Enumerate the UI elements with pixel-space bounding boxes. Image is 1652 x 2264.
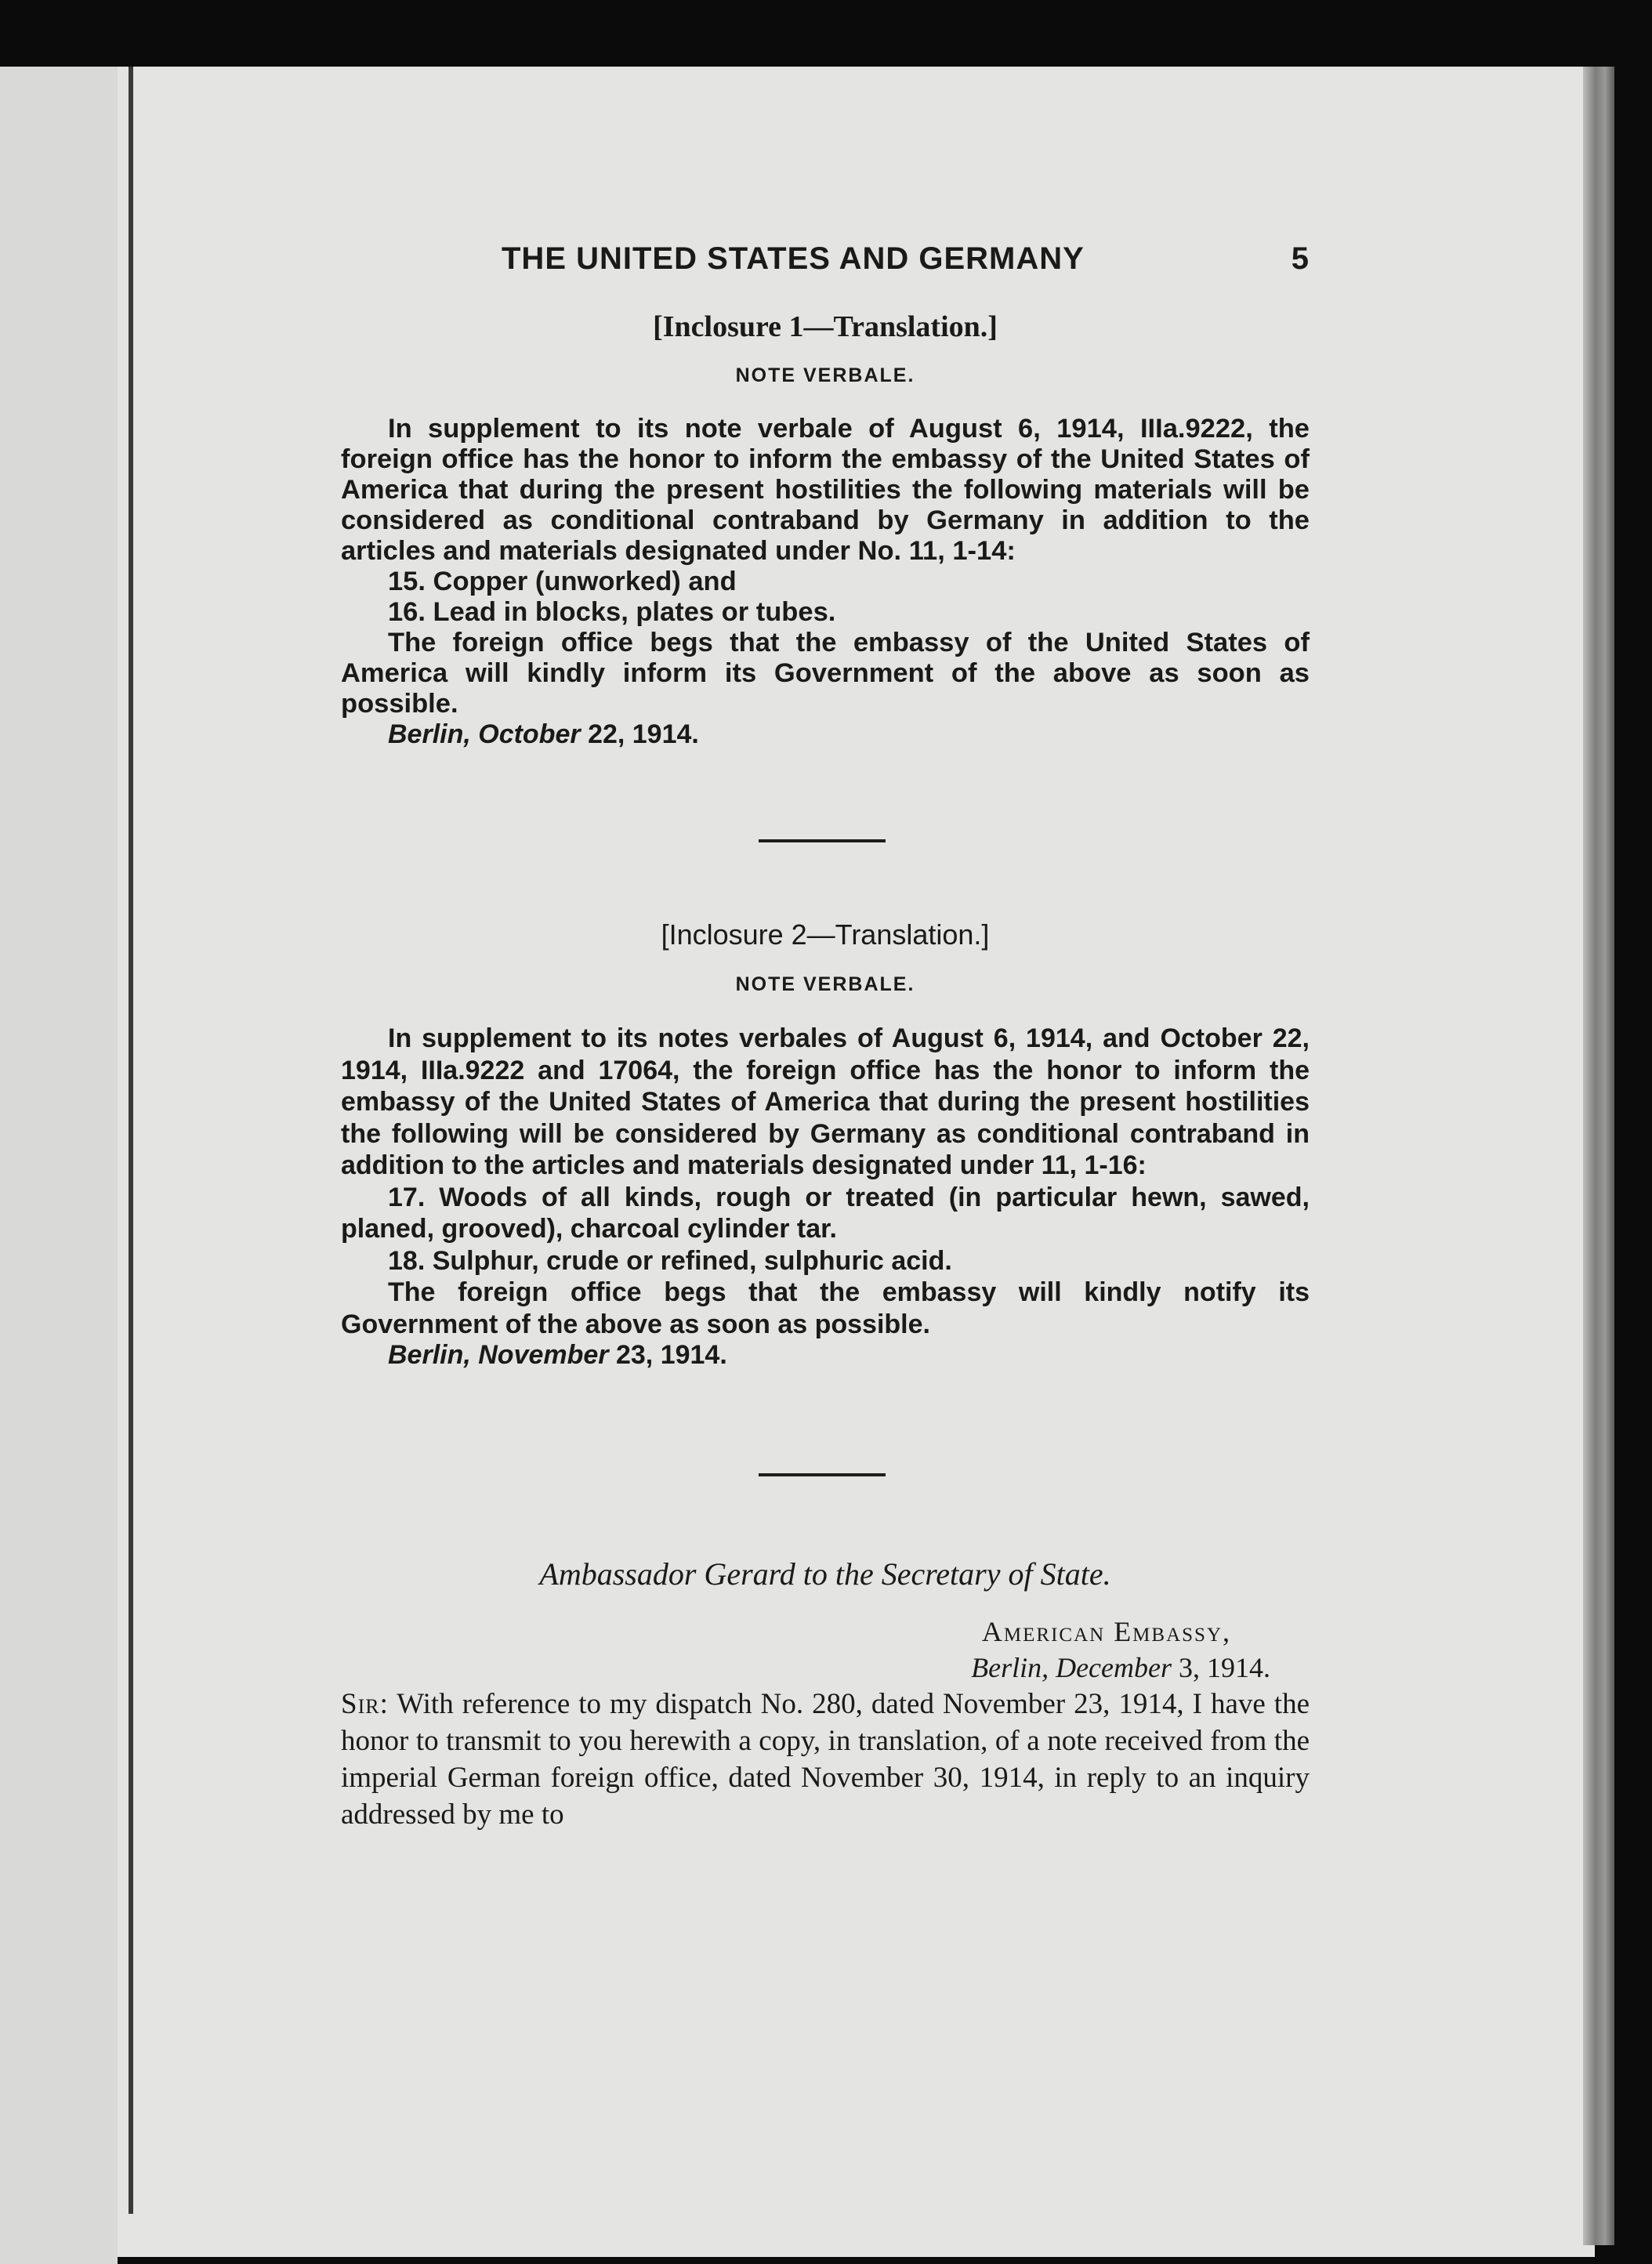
inclosure-1-heading: [Inclosure 1—Translation.]: [653, 310, 998, 343]
dateline-date: 23, 1914.: [615, 1340, 727, 1370]
page-number: 5: [1291, 241, 1310, 276]
letter-body-text: With reference to my dispatch No. 280, dated November 23, 1914, I have the honor to transmit to you herewith a copy, in translation, of a note received from the imperial German foreign office, dated November 30, 1914, in reply to an inquiry addressed by me to: [341, 1688, 1310, 1831]
inclosure-2-item: 18. Sulphur, crude or refined, sulphuric acid.: [388, 1245, 952, 1276]
dateline-date: 3, 1914.: [1179, 1652, 1270, 1683]
letter-body: [341, 1686, 1310, 1833]
running-head: [502, 241, 1310, 277]
letter-title: Ambassador Gerard to the Secretary of State.: [539, 1556, 1111, 1592]
inclosure-2-dateline: [341, 1340, 1310, 1371]
dateline-place: Berlin, November: [388, 1340, 609, 1370]
inclosure-1-closing: The foreign office begs that the embassy of the United States of America will kindly inform its Government of the above as soon as possible.: [341, 628, 1310, 719]
section-divider: [759, 1473, 886, 1476]
letter-embassy: American Embassy,: [981, 1616, 1231, 1647]
letter-dateline: [341, 1650, 1310, 1686]
page-gutter-line: [129, 67, 133, 2214]
inclosure-2-item: 17. Woods of all kinds, rough or treated (in particular hewn, sawed, planed, grooved), charcoal cylinder tar.: [341, 1182, 1310, 1244]
inclosure-2-closing: The foreign office begs that the embassy will kindly notify its Government of the above as soon as possible.: [341, 1277, 1310, 1339]
inclosure-2-paragraph: In supplement to its notes verbales of August 6, 1914, and October 22, 1914, IIIa.9222 and 17064, the foreign office has the honor to inform the embassy of the United States of America that during the present hostilities the following will be considered by Germany as conditional contraband in addition to the articles and materials designated under 11, 1-16:: [341, 1023, 1310, 1180]
letter: [341, 1614, 1310, 1833]
inclosure-1-item: 16. Lead in blocks, plates or tubes.: [388, 597, 836, 627]
scan-left-margin: [0, 67, 118, 2264]
inclosure-1-paragraph: In supplement to its note verbale of August 6, 1914, IIIa.9222, the foreign office has the honor to inform the embassy of the United States of America that during the present hostilities the following materials will be considered as conditional contraband by Germany in addition to the articles and materials designated under No. 11, 1-14:: [341, 414, 1310, 566]
running-head-title: THE UNITED STATES AND GERMANY: [502, 241, 1085, 276]
inclosure-2: [341, 918, 1310, 1371]
page-edge-shadow: [1583, 67, 1614, 2245]
inclosure-2-subheading: NOTE VERBALE.: [735, 973, 915, 995]
letter-salutation: Sir:: [341, 1688, 389, 1720]
dateline-place: Berlin, October: [388, 719, 581, 749]
inclosure-1: [341, 310, 1310, 750]
section-divider: [759, 839, 886, 842]
inclosure-1-subheading: NOTE VERBALE.: [735, 364, 915, 386]
inclosure-1-item: 15. Copper (unworked) and: [388, 567, 737, 596]
inclosure-2-heading: [Inclosure 2—Translation.]: [661, 918, 990, 951]
inclosure-1-dateline: [341, 719, 1310, 750]
dateline-date: 22, 1914.: [588, 719, 699, 749]
dateline-place: Berlin, December: [971, 1652, 1172, 1683]
